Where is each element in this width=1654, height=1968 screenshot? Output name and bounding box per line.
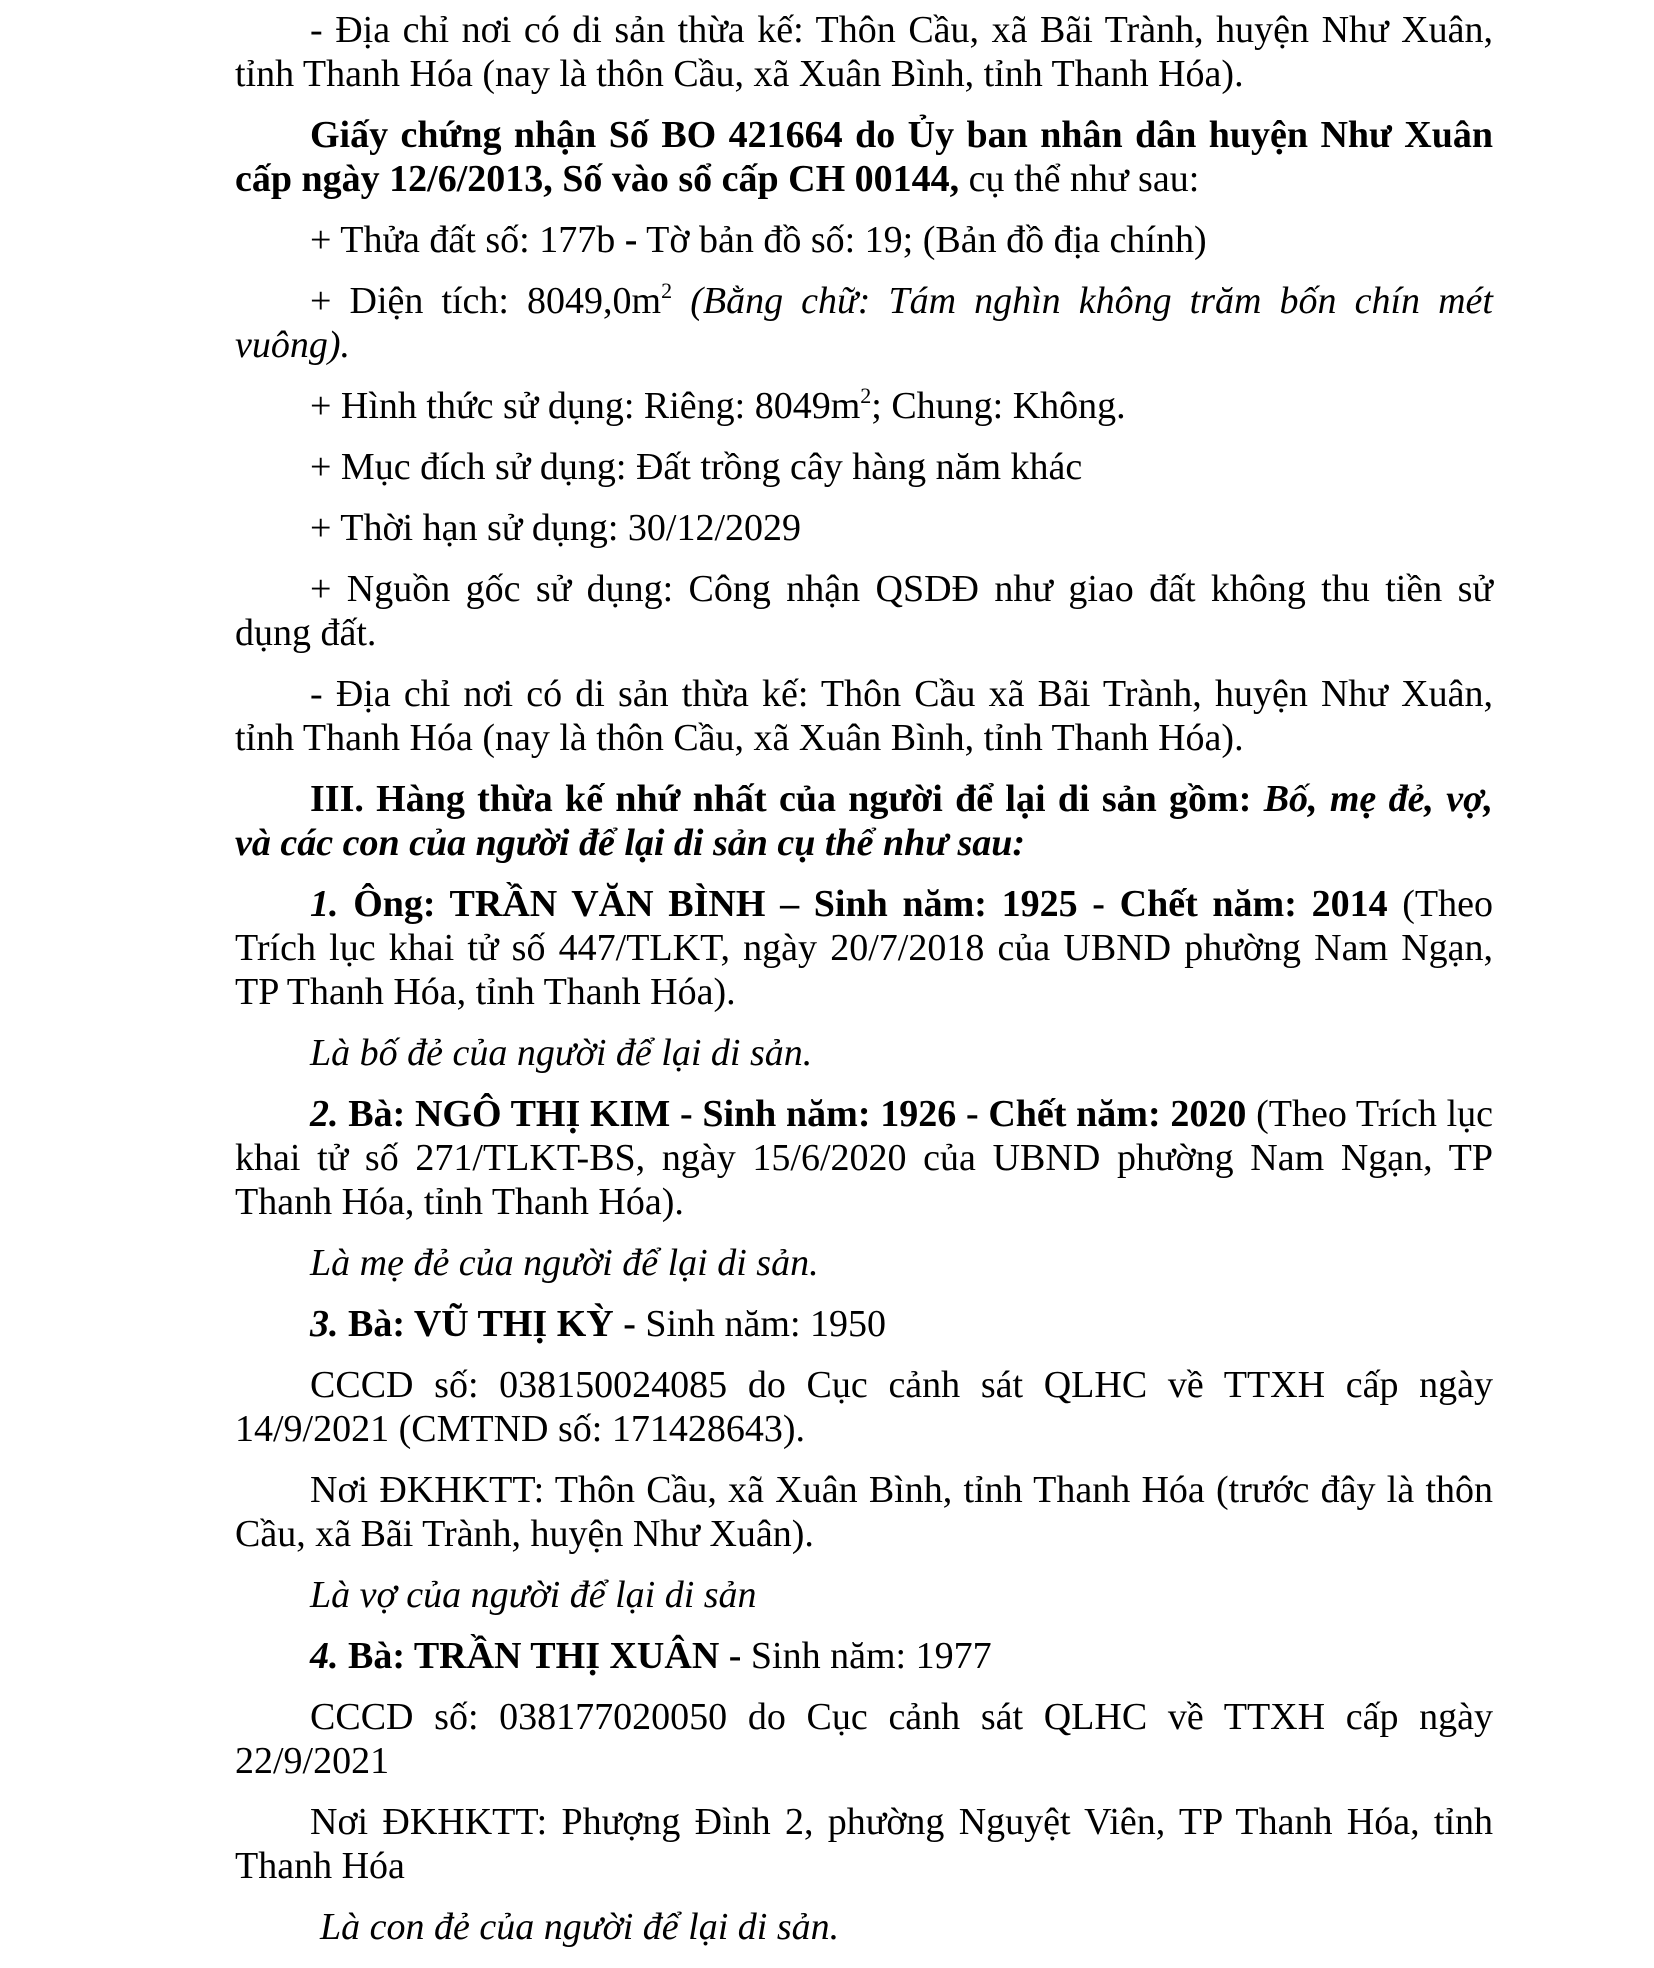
section-3-title: III. Hàng thừa kế nhứ nhất của người để lại di sản gồm: — [310, 778, 1264, 820]
usage-term-line: + Thời hạn sử dụng: 30/12/2029 — [310, 507, 802, 549]
heir-3-relation-text: Là vợ của người để lại di sản — [310, 1574, 757, 1616]
heir-1-relation — [235, 1031, 1493, 1075]
inheritance-address-1: - Địa chỉ nơi có di sản thừa kế: Thôn Cầu, xã Bãi Trành, huyện Như Xuân, tỉnh Thanh Hóa (nay là thôn Cầu, xã Xuân Bình, tỉnh Thanh Hóa). — [235, 9, 1493, 95]
usage-form-sup: 2 — [860, 383, 872, 408]
area-value: + Diện tích: 8049,0m — [310, 280, 662, 322]
plot-number: + Thửa đất số: 177b — [310, 219, 625, 261]
heir-2-number: 2. — [310, 1093, 339, 1135]
heir-4-heading — [235, 1634, 1493, 1678]
heir-4-id: CCCD số: 038177020050 do Cục cảnh sát QLHC về TTXH cấp ngày 22/9/2021 — [235, 1696, 1493, 1782]
section-3-subtitle: Bố, mẹ đẻ, vợ, và các con của người để lại di sản cụ thể như sau: — [235, 778, 1493, 864]
heir-1-paragraph — [235, 882, 1493, 1014]
heir-3-id: CCCD số: 038150024085 do Cục cảnh sát QLHC về TTXH cấp ngày 14/9/2021 (CMTND số: 171428643). — [235, 1364, 1493, 1450]
area-line — [235, 279, 1493, 367]
usage-form-shared: ; Chung: Không. — [871, 385, 1126, 427]
usage-purpose-line: + Mục đích sử dụng: Đất trồng cây hàng năm khác — [310, 446, 1083, 488]
heir-2-relation-text: Là mẹ đẻ của người để lại di sản. — [310, 1242, 819, 1284]
heir-1-name: Ông: TRẦN VĂN BÌNH – Sinh năm: 1925 - Chết năm: 2014 — [338, 883, 1388, 925]
usage-origin-line: + Nguồn gốc sử dụng: Công nhận QSDĐ như giao đất không thu tiền sử dụng đất. — [235, 568, 1493, 654]
heir-1-number: 1. — [310, 883, 339, 925]
land-certificate-paragraph — [235, 113, 1493, 201]
usage-form-private: + Hình thức sử dụng: Riêng: 8049m — [310, 385, 861, 427]
heir-1-death-record: (Theo Trích lục khai tử số 447/TLKT, ngày 20/7/2018 của UBND phường Nam Ngạn, TP Thanh Hóa, tỉnh Thanh Hóa). — [235, 883, 1494, 1013]
plot-dash: - — [624, 219, 638, 261]
heir-3-name: Bà: VŨ THỊ KỲ - — [338, 1303, 646, 1345]
heir-2-paragraph — [235, 1092, 1493, 1224]
certificate-rest: cụ thể như sau: — [959, 158, 1200, 200]
inheritance-address-2: - Địa chỉ nơi có di sản thừa kế: Thôn Cầu xã Bãi Trành, huyện Như Xuân, tỉnh Thanh Hóa (nay là thôn Cầu, xã Xuân Bình, tỉnh Thanh Hóa). — [235, 673, 1493, 759]
document-page — [235, 8, 1493, 1966]
map-sheet: Tờ bản đồ số: 19; (Bản đồ địa chính) — [637, 219, 1207, 261]
area-unit-sup: 2 — [661, 278, 673, 303]
heir-3-relation — [235, 1573, 1493, 1617]
heir-4-name: Bà: TRẦN THỊ XUÂN - — [338, 1635, 751, 1677]
heir-4-residence: Nơi ĐKHKTT: Phượng Đình 2, phường Nguyệt Viên, TP Thanh Hóa, tỉnh Thanh Hóa — [235, 1801, 1493, 1887]
certificate-number: Giấy chứng nhận Số BO 421664 do Ủy ban nhân dân huyện Như Xuân cấp ngày 12/6/2013, Số vào sổ cấp CH 00144, — [235, 114, 1493, 200]
heir-4-birth-year: Sinh năm: 1977 — [750, 1635, 992, 1677]
usage-form-line — [235, 384, 1493, 428]
plot-line — [235, 218, 1493, 262]
heir-4-number: 4. — [310, 1635, 339, 1677]
heir-3-residence: Nơi ĐKHKTT: Thôn Cầu, xã Xuân Bình, tỉnh Thanh Hóa (trước đây là thôn Cầu, xã Bãi Trành, huyện Như Xuân). — [235, 1469, 1493, 1555]
section-3-heading — [235, 777, 1493, 865]
heir-3-heading — [235, 1302, 1493, 1346]
heir-4-relation — [235, 1905, 1493, 1949]
heir-3-number: 3. — [310, 1303, 339, 1345]
heir-2-death-record: (Theo Trích lục khai tử số 271/TLKT-BS, ngày 15/6/2020 của UBND phường Nam Ngạn, TP Thanh Hóa, tỉnh Thanh Hóa). — [235, 1093, 1493, 1223]
heir-2-relation — [235, 1241, 1493, 1285]
heir-1-relation-text: Là bố đẻ của người để lại di sản. — [310, 1032, 813, 1074]
heir-3-birth-year: Sinh năm: 1950 — [645, 1303, 887, 1345]
heir-2-name: Bà: NGÔ THỊ KIM - Sinh năm: 1926 - Chết năm: 2020 — [338, 1093, 1247, 1135]
area-in-words: (Bằng chữ: Tám nghìn không trăm bốn chín mét vuông). — [235, 280, 1493, 366]
heir-4-relation-text: Là con đẻ của người để lại di sản. — [320, 1906, 840, 1948]
